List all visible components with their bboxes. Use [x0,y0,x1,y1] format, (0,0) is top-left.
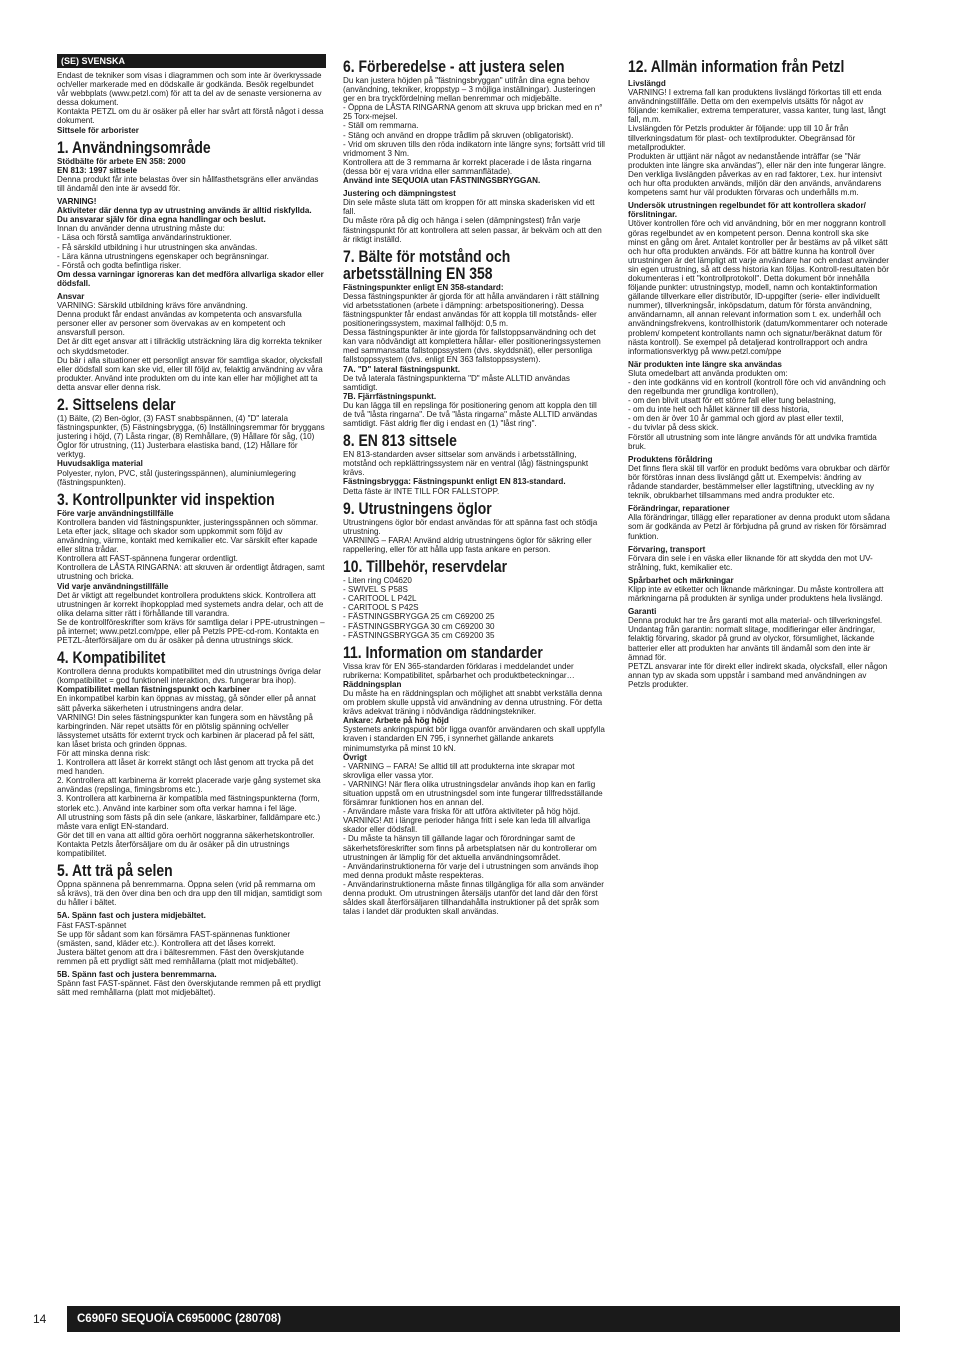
subheading: Justering och dämpningstest [343,189,456,199]
body-text: Din sele måste sluta tätt om kroppen för att minska skaderisken vid ett fall. Du måste röra på dig och hänga i selen (dämpningstest) från varje fästningspunkt för att kontrollera att selen passar, är bekväm och att den är riktigt inställd. [343,198,602,244]
body-text: De två laterala fästningspunkterna "D" måste ALLTID användas samtidigt. [343,373,570,392]
section-heading: 6. Förberedelse - att justera selen [343,57,565,76]
body-text: Öppna spännena på benremmarna. Öppna selen (vrid på remmarna om så krävs), trä den över dina ben och dra upp den till midjan, samtidigt som du håller i bältet. [57,880,322,908]
body-text: Du kan justera höjden på "fästningsbryggan" utifrån dina egna behov (användning, tekniker, kroppstyp – 3 möjliga inställningar). Justeringen ger en bra tryckfördelning mellan benremmar och midjebälte. - Öppna de LÅSTA RINGARNA genom att skruva upp brickan med en n° 25 Torx-mejsel. - Ställ om remmarna. - Stäng och använd en droppe trådlim på skruven (obligatoriskt). - Vrid om skruven tills den röda indikatorn inte längre syns; fortsätt vrid till vridmoment 3 Nm. Kontrollera att de 3 remmarna är korrekt placerade i de låsta ringarna (dessa bör ej vara vridna eller sammanflätade). [343,76,605,176]
body-text: Du kan lägga till en repslinga för positionering genom att koppla den till de två "låsta ringarna". De två "låsta ringarna" måste ALLTID användas samtidigt. Fäst aldrig fler dig i endast en (1) "låst ring". [343,400,598,429]
subheading: VARNING! [57,197,97,207]
section-heading: 3. Kontrollpunkter vid inspektion [57,489,275,509]
column-3-content [628,58,890,689]
body-text: Sluta omedelbart att använda produkten om: - den inte godkänns vid en kontroll (kontroll före och vid användning och den regelbunda mer grundliga kontrollen), - om den blivit utsatt för ett större fall eller tung belastning, - om du inte helt och hållet känner till dess historia, - om den är över 10 år gammal och gjord av plast eller textil, - du tvivlar på dess skick. Förstör all utrustning som inte längre används för att undvika framtida bruk. [628,368,886,451]
section-heading: 12. Allmän information från Petzl [628,57,845,76]
section-heading: 1. Användningsområde [57,137,211,157]
bold-text: Vid varje användningstillfälle [57,581,169,591]
subheading: När produkten inte längre ska användas [628,359,782,369]
document-code: C690F0 SEQUOÏA C695000C (280708) [67,1306,900,1332]
body-text: Kontrollera banden vid fästningspunkter, justeringsspännen och sömmar. Leta efter jack, slitage och skador som uppkommit som följd av användning, värme, kontakt med kemikalier etc. Var särskilt efter kapade eller slitna trådar. Kontrollera att FAST-spännena fungerar ordentligt. Kontrollera de LÅSTA RINGARNA: att skruven är ordentligt åtdragen, samt utrustning och bricka. [57,517,325,582]
subheading: Förändringar, reparationer [628,504,730,514]
bold-text: 7B. Fjärrfästningspunkt. [343,391,437,401]
body-text: Detta fäste är INTE TILL FÖR FALLSTOPP. [343,486,500,496]
body-text: Systemets ankringspunkt bör ligga ovanför användaren och skall uppfylla kraven i standarden EN 795, i synnerhet gällande ankarets minimumstyrka på minst 10 kN. [343,725,605,753]
subheading: Undersök utrustningen regelbundet för att kontrollera skador/ förslitningar. [628,201,866,220]
section-heading: 8. EN 813 sittsele [343,431,457,451]
bold-text: Fästningsbrygga: Fästningspunkt enligt EN 813-standard. [343,477,566,487]
body-text: Denna produkt får inte belastas över sin hållfasthetsgräns eller användas till ändamål den inte är avsedd för. [57,174,319,193]
subheading: 5A. Spänn fast och justera midjebältet. [57,911,206,921]
bold-text: Huvudsakliga material [57,459,143,469]
section-heading: 9. Utrustningens öglor [343,498,492,518]
bold-text: Räddningsplan [343,679,402,689]
bold-text: Övrigt [343,752,367,762]
bold-text: Om dessa varningar ignoreras kan det medföra allvarliga skador eller dödsfall. [57,269,324,288]
body-text: Utrustningens öglor bör endast användas för att spänna fast och stödja utrustning. VARNING – FARA! Använd aldrig utrustningens öglor för säkring eller rappellering, eller för att hålla upp fasta ankare en person. [343,517,598,554]
bold-text: Stödbälte för arbete EN 358: 2000 EN 813: 1997 sittsele [57,156,186,175]
body-text: Fäst FAST-spännet Se upp för sådant som kan försämra FAST-spännenas funktioner (smästen, sand, kläder etc.). Kontrollera att det låses korrekt. Justera bältet genom att dra i bältesremmen. Fäst den överskjutande remmen på ett prydligt sätt med remhållarna (platt mot midjebältet). [57,920,304,966]
section-heading: 2. Sittselens delar [57,395,176,414]
body-text: Endast de tekniker som visas i diagrammen och som inte är överkryssade och/eller markerade med en dödskalle är godkända. Besök regelbundet vår webbplats (www.petzl.com) för att ta del av de senaste versionerna av dessa dokument. Kontakta PETZL om du är osäker på eller har svårt att förstå något i dessa dokument. [57,71,324,126]
bold-text: Ankare: Arbete på hög höjd [343,716,449,726]
body-text: Vissa krav för EN 365-standarden förklaras i meddelandet under rubrikerna: Kompatibilitet, spårbarhet och produktbeteckningar… [343,661,575,680]
body-text: Det finns flera skäl till varför en produkt bedöms vara obrukbar och därför bör förstöras innan dess livslängd gått ut. Exempelvis: ändring av rådande standarder, bestämmelser eller lagstiftning, utveckling av ny teknik, obrukbarhet tillsammans med andra produkter etc. [628,463,890,501]
column-3 [628,54,890,1304]
bold-text: 7A. "D" lateral fästningspunkt. [343,364,460,374]
body-text: Dessa fästningspunkter är gjorda för att hålla användaren i rätt ställning vid arbetsstationen (arbete i dämpning: arbetspositionering). Dessa fästningspunkter får endast användas för att koppla till motstånds- eller positioneringssystem, maximal fallhöjd: 0,5 m. Dessa fästningspunkter är inte gjorda för fallstoppsanvändning och det kan vara nödvändigt att komplettera hållar- eller positioneringssystemen med sammansatta fallstoppssystem (dvs. skyddsnät), eller personliga fallstoppssystem (dvs. enligt EN 363 fallstoppssystem). [343,291,601,365]
body-text: Polyester, nylon, PVC, stål (justeringsspännen), aluminiumlegering (fästningspunkten). [57,468,296,487]
subheading: 5B. Spänn fast och justera benremmarna. [57,969,217,979]
bold-text: Fästningspunkter enligt EN 358-standard: [343,282,504,292]
subheading: Förvaring, transport [628,544,706,554]
subheading: Ansvar [57,291,85,301]
body-text: (1) Bälte, (2) Ben-öglor, (3) FAST snabbspännen, (4) "D" laterala fästningspunkter, (5) Fästningsbrygga, (6) Inställningsremmar för bryggans justering i höjd, (7) Låsta ringar, (8) Remhållare, (9) Hållare för såg, (10) Öglor för utrustning, (11) Justerbara elastiska band, (12) Hållare för verktyg. [57,414,325,460]
body-text: VARNING! I extrema fall kan produktens livslängd förkortas till ett enda användningstillfälle. Detta om den exempelvis utsätts för något av följande: kemikalier, extrema temperaturer, vassa kanter, tung last, långt fall, m.m. Livslängden för Petzls produkter är följande: upp till 10 år från tillverkningsdatum för plast- och textilprodukter. Obegränsad för metallprodukter. Produkten är uttjänt när något av nedanstående inträffar (se "När produkten inte längre ska användas"), eller när den inte fungerar längre. Den verkliga livslängden påverkas av en rad faktorer, t.ex. hur intensivt och hur ofta produkten används, miljön där den används, användarens kompetens samt hur väl produkten förvaras och underhålls m.m. [628,88,886,198]
page-number: 14 [33,1312,47,1326]
section-heading: 7. Bälte för motstånd och arbetsställning EN 358 [343,246,511,283]
body-text: En inkompatibel karbin kan öppnas av misstag, gå sönder eller på annat sätt påverka säkerheten i utrustningens andra delar. VARNING! Din seles fästningspunkter kan fungera som en hävstång på karbingrinden. När repet utsätts för en plötslig spänning och/eller lässystemet utsätts för externt tryck och karbinen är placerad på fel sätt, kan låset brista och grinden öppnas. För att minska denna risk: 1. Kontrollera att låset är korrekt stängt och låst genom att trycka på det med handen. 2. Kontrollera att karbinerna är korrekt placerade varje gång systemet ska användas (repslinga, fimingsbroms etc.). 3. Kontrollera att karbinerna är kompatibla med fästningspunkterna (form, storlek etc.). Använd inte karbiner som ofta verkar hamna i fel läge. All utrustning som fästs på din sele (ankare, läskarbiner, falldämpare etc.) måste vara enligt EN-standard. Gör det till en vana att alltid göra oerhört noggranna säkerhetskontroller. Kontakta Petzls återförsäljare om du är osäker på din utrustnings kompatibilitet. [57,694,321,859]
bold-text: Före varje användningstillfälle [57,508,174,518]
bold-text: Sittsele för arborister [57,125,139,135]
body-text: Spänn fast FAST-spännet. Fäst den överskjutande remmen på ett prydligt sätt med remhållarna (platt mot midjebältet). [57,979,321,998]
column-1-content [57,71,326,997]
bold-text: Aktiviteter där denna typ av utrustning används är alltid riskfyllda. Du ansvarar själv för dina egna handlingar och beslut. [57,206,312,225]
body-text: Innan du använder denna utrustning måste du: - Läsa och förstå samtliga användarinstruktioner. - Få särskild utbildning i hur utrustningen ska användas. - Lära känna utrustningens egenskaper och begränsningar. - Förstå och godta befintliga risker. [57,224,269,270]
section-heading: 11. Information om standarder [343,642,543,662]
footer [33,1306,900,1332]
body-text: Denna produkt har tre års garanti mot alla material- och tillverkningsfel. Undantag från garantin: normalt slitage, modifieringar eller ändringar, felaktig förvaring, skador på grund av olyckor, försumlighet, läckande batterier eller att produkten har använts till ändamål som den inte är ämnad för. PETZL ansvarar inte för direkt eller indirekt skada, olycksfall, eller någon annan typ av skada som uppstår i samband med användningen av Petzls produkter. [628,616,888,689]
body-text: VARNING: Särskild utbildning krävs före användning. Denna produkt får endast användas av kompetenta och ansvarsfulla personer eller av personer som övervakas av en kompetent och ansvarsfull person. Det är ditt eget ansvar att i tillräcklig utsträckning lära dig korrekta tekniker och skyddsmetoder. Du bär i alla situationer ett personligt ansvar för samtliga skador, olycksfall eller dödsfall som kan ske vid, eller till följd av, felaktig användning av våra produkter. Använd inte produkten om du inte kan eller har möjlighet att ta detta ansvar eller denna risk. [57,301,323,392]
bold-text: Kompatibilitet mellan fästningspunkt och karbiner [57,685,250,695]
section-heading: 4. Kompatibilitet [57,648,166,668]
column-2-content [343,58,605,916]
section-heading: 5. Att trä på selen [57,861,173,881]
language-label: (SE) SVENSKA [57,54,326,68]
body-text: - Liten ring C04620 - SWIVEL S P58S - CARITOOL L P42L - CARITOOL S P42S - FÄSTNINGSBRYGGA 25 cm C69200 25 - FÄSTNINGSBRYGGA 30 cm C69200 30 - FÄSTNINGSBRYGGA 35 cm C69200 35 [343,576,495,640]
column-2 [343,54,605,1304]
bold-text: Använd inte SEQUOIA utan FÄSTNINGSBRYGGAN. [343,176,541,186]
body-text: Du måste ha en räddningsplan och möjlighet att snabbt verkställa denna om problem skulle uppstå vid användning av denna utrustning. För detta krävs adekvat träning i nödvändiga räddningstekniker. [343,688,603,717]
body-text: Utöver kontrollen före och vid användning, bör en mer noggrann kontroll göras regelbundet av en kompetent person. Denna kontroll ska ske minst en gång om året. Antalet kontroller per år bestäms av på vilket sätt och hur ofta produkten används. För att bättre kunna ha kontroll över utrustningen är det lämpligt att varje användare har och endast använder sin egen utrustning, så att dess historia kan följas. Kontroll-resultaten bör dokumenteras i ett "kontrollprotokoll". Detta dokument bör innehålla följande punkter: utrustningstyp, modell, namn och kontaktinformation gällande tillverkare eller distributör, ID-uppgifter (serie- eller individuellt nummer), tillverkningsår, inköpsdatum, datum för första användning, användarnamn, all annan relevant information som t. ex. underhåll och användningsfrekvens, kontrollhistorik (datum/kommentarer och noterade problem/ kompetent kontrollants namn och signatur/beräknat datum för nästa kontroll). Se exempel på detaljerad kontrollrapport och andra informationsverktyg på www.petzl.com/ppe [628,219,889,356]
body-text: Det är viktigt att regelbundet kontrollera produktens skick. Kontrollera att utrustningen är korrekt ihopkopplad med systemets andra delar, och att de olika delarna sitter rätt i förhållande till varandra. Se de kontrollföreskrifter som krävs för samtliga delar i PPE-utrustningen – på internet; www.petzl.com/ppe, eller på Petzls PPE-cd-rom. Kontakta en PETZL-återförsäljare om du är osäker på denna utrustnings skick. [57,590,325,646]
body-text: EN 813-standarden avser sittselar som används i arbetsställning, motstånd och repklättringssystem när en ventral (låg) fästningspunkt krävs. [343,450,589,478]
body-text: - VARNING – FARA! Se alltid till att produkterna inte skrapar mot skrovliga eller vassa ytor. - VARNING! När flera olika utrustningsdelar används ihop kan en farlig situation uppstå om en utrustningsdel som inte fungerar tillfredsställande försämrar funktionen hos en annan del. - Användare måste vara friska för att utföra aktiviteter på hög höjd. VARNING! Att i längre perioder hänga fritt i sele kan leda till allvarliga skador eller dödsfall. - Du måste ta hänsyn till gällande lagar och förordningar samt de säkerhetsföreskrifter som finns på arbetsplatsen när du kontrollerar om utrustningen är lämplig för det aktuella användningsområdet. - Användarinstruktionerna för varje del i utrustningen som används ihop med denna produkt måste respekteras. - Användarinstruktionerna måste finnas tillgängliga för alla som använder denna produkt. Om utrustningen återsäljs utanför det land där den först såldes skall återförsäljaren tillhandahålla instruktioner på det språk som talas i landet där produkten skall användas. [343,761,604,917]
subheading: Spårbarhet och märkningar [628,575,734,585]
subheading: Garanti [628,607,657,617]
subheading: Livslängd [628,79,666,88]
subheading: Produktens föråldring [628,454,713,464]
body-text: Klipp inte av etiketter och liknande märkningar. Du måste kontrollera att märkningarna på produkten är synliga under produktens hela livslängd. [628,584,884,604]
section-heading: 10. Tillbehör, reservdelar [343,557,508,577]
column-1 [57,54,326,1304]
body-text: Förvara din sele i en väska eller liknande för att skydda den mot UV-strålning, fukt, kemikalier etc. [628,553,873,572]
body-text: Alla förändringar, tillägg eller reparationer av denna produkt utom sådana som är godkända av Petzl är förbjudna på grund av risken för försämrad funktion. [628,513,890,541]
body-text: Kontrollera denna produkts kompatibilitet med din utrustnings övriga delar (kompatibilitet = god funktionell interaktion, dvs. fungerar bra ihop). [57,667,322,686]
